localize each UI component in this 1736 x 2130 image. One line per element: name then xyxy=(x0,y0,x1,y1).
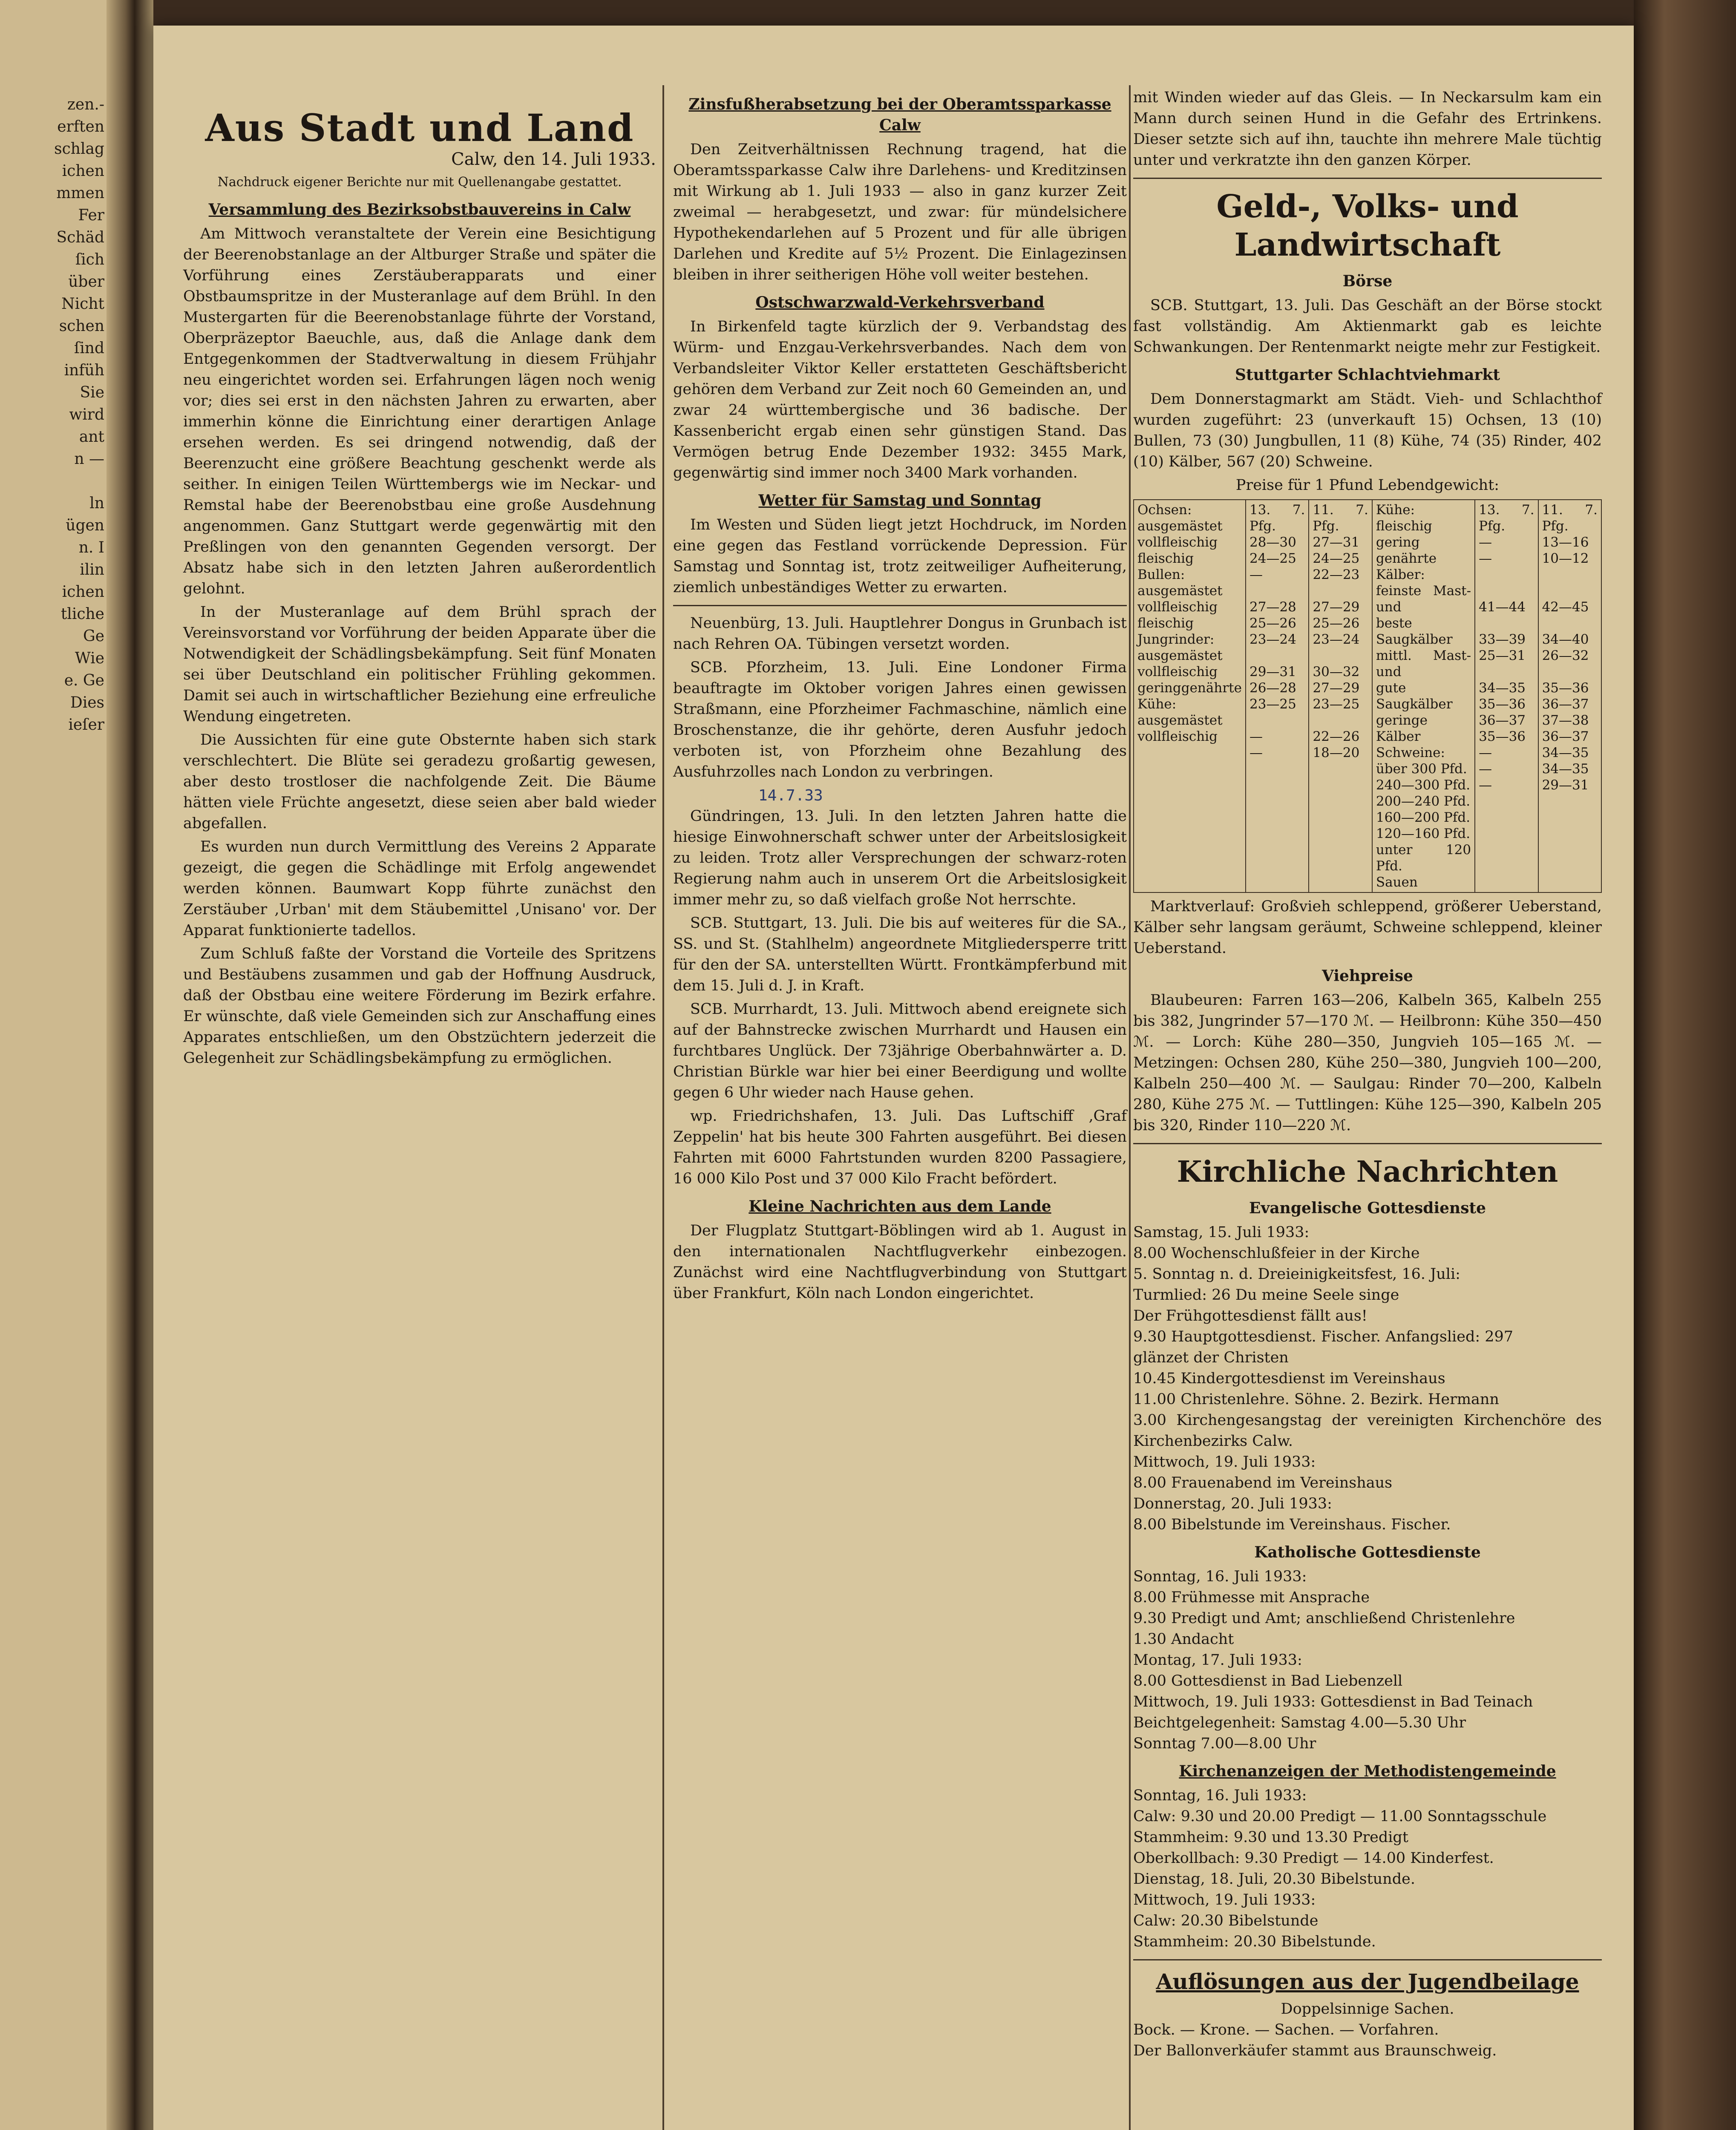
article-paragraph: SCB. Stuttgart, 13. Juli. Das Geschäft an der Börse stockt fast vollständig. Am Aktienmarkt gab es leichte Schwankungen. Der Rentenmarkt neigte mehr zur Festigkeit. xyxy=(1133,297,1602,356)
service-line: 8.00 Bibelstunde im Vereinshaus. Fischer. xyxy=(1133,1516,1451,1533)
price-header: Preise für 1 Pfund Lebendgewicht: xyxy=(1235,477,1500,494)
table-cell: vollfleischig xyxy=(1137,664,1218,679)
table-cell: 30—32 xyxy=(1313,664,1360,679)
table-cell: 11. 7. Pfg. xyxy=(1313,502,1368,534)
table-cell: geringe Kälber xyxy=(1376,713,1428,744)
service-line: Stammheim: 20.30 Bibelstunde. xyxy=(1133,1933,1376,1950)
evangelical-services xyxy=(1133,1222,1602,1535)
article-paragraph: Blaubeuren: Farren 163—206, Kalbeln 365, Kalbeln 255 bis 382, Jungrinder 57—170 ℳ. — Heilbronn: Kühe 350—450 ℳ. — Lorch: Kühe 280—350, Jungvieh 105—165 ℳ. — Metzingen: Ochsen 280, Kühe 250—380, Jungvieh 100—200, Kalbeln 250—400 ℳ. — Saulgau: Rinder 70—200, Kalbeln 280, Kühe 275 ℳ. — Tuttlingen: Kühe 125—390, Kalbeln 205 bis 320, Rinder 110—220 ℳ. xyxy=(1133,992,1602,1134)
fragment-line: zen.- xyxy=(67,96,104,113)
fragment-line: ln xyxy=(89,495,104,512)
table-cell: — xyxy=(1249,745,1263,760)
table-cell: — xyxy=(1479,777,1492,793)
table-cell: Schweine: xyxy=(1376,745,1445,760)
table-cell: 18—20 xyxy=(1313,745,1360,760)
service-line: Samstag, 15. Juli 1933: xyxy=(1133,1224,1310,1241)
table-cell: ausgemästet xyxy=(1137,583,1223,599)
table-cell: 25—26 xyxy=(1249,616,1296,631)
table-cell xyxy=(1542,583,1598,599)
column-rule xyxy=(1129,85,1131,2130)
table-cell: 23—25 xyxy=(1313,697,1360,712)
service-line: Mittwoch, 19. Juli 1933: xyxy=(1133,1454,1316,1471)
table-cell xyxy=(1542,664,1598,680)
service-line: Donnerstag, 20. Juli 1933: xyxy=(1133,1495,1332,1512)
fragment-line: über xyxy=(68,273,104,291)
fragment-line: Wie xyxy=(75,650,104,667)
article-heading: Versammlung des Bezirksobstbauvereins in Calw xyxy=(208,201,631,219)
service-line: 8.00 Frühmesse mit Ansprache xyxy=(1133,1589,1370,1606)
fragment-line: ichen xyxy=(62,162,104,180)
table-cell xyxy=(1542,615,1598,631)
news-item: Der Flugplatz Stuttgart-Böblingen wird ab 1. August in den internationalen Nachtflugverkehr einbezogen. Zunächst wird eine Nachtflugverbindung von Stuttgart über Frankfurt, Köln nach London eingerichtet. xyxy=(673,1222,1127,1302)
table-cell: über 300 Pfd. xyxy=(1376,761,1467,777)
service-line: Oberkollbach: 9.30 Predigt — 14.00 Kinderfest. xyxy=(1133,1850,1494,1867)
service-line: 1.30 Andacht xyxy=(1133,1631,1234,1648)
section-heading-economy: Geld-, Volks- und Landwirtschaft xyxy=(1216,188,1519,263)
table-cell: 23—24 xyxy=(1313,632,1360,647)
subheading-methodist: Kirchenanzeigen der Methodistengemeinde xyxy=(1179,1762,1556,1780)
column-3 xyxy=(1133,87,1602,2061)
table-cell: Ochsen: xyxy=(1137,502,1192,518)
article-paragraph: Es wurden nun durch Vermittlung des Vereins 2 Apparate gezeigt, die gegen die Schädlinge mit Erfolg angewendet werden können. Baumwart Kopp führte zunächst den Zerstäuber ‚Urban' mit dem Stäubemittel ‚Unisano' vor. Der Apparat funktionierte tadellos. xyxy=(183,838,656,939)
fragment-line: Ge xyxy=(83,627,104,645)
table-cell: 23—24 xyxy=(1249,632,1296,647)
fragment-line: Schäd xyxy=(56,229,104,246)
table-cell: 34—35 xyxy=(1542,761,1589,777)
table-cell xyxy=(1313,648,1368,664)
news-item: Gündringen, 13. Juli. In den letzten Jahren hatte die hiesige Einwohnerschaft schwer unter der Arbeitslosigkeit zu leiden. Trotz aller Versprechungen der schwarz-roten Regierung nahm auch in unserem Ort die Arbeitslosigkeit immer mehr zu, so daß vielfach große Not herrschte. xyxy=(673,808,1127,908)
table-cell: 10—12 xyxy=(1542,551,1589,566)
fragment-line: tliche xyxy=(60,605,104,623)
article-paragraph: Die Aussichten für eine gute Obsternte haben sich stark verschlechtert. Die Blüte sei geradezu großartig gewesen, aber desto trostloser die nachfolgende Zeit. Die Bäume hätten viele Früchte angesetzt, diese seien aber bald wieder abgefallen. xyxy=(183,731,656,832)
fragment-line: erften xyxy=(57,118,104,135)
table-cell: 26—28 xyxy=(1249,680,1296,696)
table-cell: — xyxy=(1249,729,1263,744)
price-table-col-1 xyxy=(1246,500,1309,892)
news-item: SCB. Pforzheim, 13. Juli. Eine Londoner Firma beauftragte im Oktober vorigen Jahres einen gewissen Straßmann, eine Pforzheimer Fachmaschine, nämlich eine Broschenstanze, die ihr gehörte, deren Ausfuhr jedoch verboten ist, von Pforzheim ohne Bezahlung des Ausfuhrzolles nach London zu verbringen. xyxy=(673,659,1127,780)
table-cell: — xyxy=(1249,567,1263,582)
table-cell: — xyxy=(1479,745,1492,760)
column-2 xyxy=(673,87,1127,1307)
table-cell: vollfleischig xyxy=(1137,729,1218,744)
table-cell: 29—31 xyxy=(1249,664,1296,679)
fragment-line: ſind xyxy=(74,340,104,357)
table-cell: feinste Mast- und xyxy=(1376,583,1471,615)
table-cell: ausgemästet xyxy=(1137,713,1223,728)
fragment-line: wird xyxy=(69,406,104,423)
subheading-viehpreise: Viehpreise xyxy=(1322,967,1413,985)
solution-line: Bock. — Krone. — Sachen. — Vorfahren. xyxy=(1133,2021,1439,2038)
table-cell xyxy=(1479,567,1534,583)
fragment-line: ügen xyxy=(66,517,104,534)
table-cell xyxy=(1249,712,1305,728)
fragment-line: ant xyxy=(79,428,104,446)
table-cell xyxy=(1249,648,1305,664)
table-cell: ausgemästet xyxy=(1137,518,1223,534)
service-line: Dienstag, 18. Juli, 20.30 Bibelstunde. xyxy=(1133,1871,1415,1888)
table-cell xyxy=(1313,712,1368,728)
separator xyxy=(673,605,1127,606)
table-cell: Bullen: xyxy=(1137,567,1185,582)
price-table-col-3 xyxy=(1475,500,1538,892)
table-cell: 35—36 xyxy=(1479,697,1526,712)
table-cell xyxy=(1479,615,1534,631)
article-paragraph: mit Winden wieder auf das Gleis. — In Neckarsulm kam ein Mann durch seinen Hund in die Gefahr des Ertrinkens. Dieser setzte sich auf ihn, tauchte ihn mehrere Male tüchtig unter und verkratzte ihn den ganzen Körper. xyxy=(1133,89,1602,169)
service-line: 8.00 Gottesdienst in Bad Liebenzell xyxy=(1133,1672,1403,1690)
table-cell: 11. 7. Pfg. xyxy=(1542,502,1598,534)
table-cell: — xyxy=(1479,535,1492,550)
article-paragraph: Dem Donnerstagmarkt am Städt. Vieh- und Schlachthof wurden zugeführt: 23 (unverkauft 15) Ochsen, 13 (10) Bullen, 73 (30) Jungbullen, 11 (8) Kühe, 74 (35) Rinder, 402 (10) Kälber, 567 (20) Schweine. xyxy=(1133,391,1602,470)
table-cell: 240—300 Pfd. xyxy=(1376,777,1471,793)
table-cell: 42—45 xyxy=(1542,599,1589,615)
service-line: Calw: 20.30 Bibelstunde xyxy=(1133,1912,1319,1929)
article-heading: Kleine Nachrichten aus dem Lande xyxy=(749,1197,1051,1215)
table-cell: Kühe: xyxy=(1137,697,1177,712)
table-cell: 34—35 xyxy=(1542,745,1589,760)
article-paragraph: Marktverlauf: Großvieh schleppend, größerer Ueberstand, Kälber sehr langsam geräumt, Schweine schleppend, kleiner Ueberstand. xyxy=(1133,898,1602,957)
service-line: Sonntag, 16. Juli 1933: xyxy=(1133,1568,1307,1585)
table-cell: 36—37 xyxy=(1479,713,1526,728)
service-line: Montag, 17. Juli 1933: xyxy=(1133,1652,1302,1669)
table-cell: 22—26 xyxy=(1313,729,1360,744)
table-cell: 35—36 xyxy=(1542,680,1589,696)
handwritten-note: 14.7.33 xyxy=(758,787,823,804)
price-table-col-left-labels xyxy=(1134,500,1246,892)
fragment-line: n — xyxy=(74,450,104,468)
table-cell: 27—29 xyxy=(1313,680,1360,696)
table-cell: 35—36 xyxy=(1479,729,1526,744)
service-line: 11.00 Christenlehre. Söhne. 2. Bezirk. Hermann xyxy=(1133,1391,1499,1408)
table-cell: 13. 7. Pfg. xyxy=(1249,502,1305,534)
article-paragraph: Den Zeitverhältnissen Rechnung tragend, hat die Oberamtssparkasse Calw ihre Darlehens- und Kreditzinsen mit Wirkung ab 1. Juli 1933 — also in ganz kurzer Zeit zweimal — herabgesetzt, und zwar: für mündelsichere Hypothekendarlehen auf 5 Prozent und für alle übrigen Darlehen und Kredite auf 5½ Prozent. Die Einlagezinsen bleiben in ihrer seitherigen Höhe voll weiter bestehen. xyxy=(673,141,1127,283)
table-cell: Kälber: xyxy=(1376,567,1425,582)
news-item: wp. Friedrichshafen, 13. Juli. Das Luftschiff ‚Graf Zeppelin' hat bis heute 300 Fahrten ausgeführt. Bei diesen Fahrten mit 6000 Fahrtstunden wurden 8200 Passagiere, 16 000 Kilo Post und 37 000 Kilo Fracht befördert. xyxy=(673,1108,1127,1187)
article-paragraph: Am Mittwoch veranstaltete der Verein eine Besichtigung der Beerenobstanlage an der Altburger Straße und später die Vorführung eines Zerstäuberapparats und einer Obstbaumspritze in der Musteranlage auf dem Brühl. In den Mustergarten für die Beerenobstanlage führte der Vorstand, Oberpräzeptor Baeuchle, aus, daß die Anlage dank dem Entgegenkommen der Stadtverwaltung in diesem Frühjahr neu eingerichtet worden sei. Erfahrungen lägen noch wenig vor; dies sei erst in den nächsten Jahren zu erwarten, aber immerhin könne die Einrichtung einer derartigen Anlage ersehen werden. Es sei dringend notwendig, daß der Beerenzucht eine größere Beachtung geschenkt werde als seither. In einigen Teilen Württembergs wie im Neckar- und Remstal habe der Beerenobstbau eine große Ausdehnung angenommen. Ganz Stuttgart werde gegenwärtig mit den Preßlingen von den genannten Gegenden versorgt. Der Absatz habe sich in den letzten Jahren außerordentlich gelohnt. xyxy=(183,225,656,597)
fragment-line: infüh xyxy=(64,362,104,379)
table-cell: — xyxy=(1479,551,1492,566)
table-cell: 41—44 xyxy=(1479,599,1526,615)
fragment-line: Dies xyxy=(70,694,104,711)
price-table-col-4 xyxy=(1539,500,1601,892)
section-heading-jugend: Auflösungen aus der Jugendbeilage xyxy=(1156,1969,1579,1994)
table-cell: unter 120 Pfd. xyxy=(1376,842,1471,874)
column-1 xyxy=(183,106,656,1071)
book-binding xyxy=(107,0,153,2130)
fragment-line: Fer xyxy=(78,207,104,224)
table-cell: 22—23 xyxy=(1313,567,1360,582)
table-cell: beste Saugkälber xyxy=(1376,616,1453,647)
table-cell: 23—25 xyxy=(1249,697,1296,712)
table-cell: 33—39 xyxy=(1479,632,1526,647)
fragment-line: schlag xyxy=(54,140,104,158)
table-cell: 36—37 xyxy=(1542,697,1589,712)
service-line: 10.45 Kindergottesdienst im Vereinshaus xyxy=(1133,1370,1445,1387)
price-table xyxy=(1133,499,1602,893)
table-cell: geringgenährte xyxy=(1137,680,1242,696)
article-paragraph: Im Westen und Süden liegt jetzt Hochdruck, im Norden eine gegen das Festland vorrückende Depression. Für Samstag und Sonntag ist, trotz zeitweiliger Aufheiterung, ziemlich unbeständiges Wetter zu erwarten. xyxy=(673,516,1127,596)
subheading-schlachtvieh: Stuttgarter Schlachtviehmarkt xyxy=(1235,366,1500,384)
fragment-line: ieſer xyxy=(68,716,104,734)
table-cell: 24—25 xyxy=(1249,551,1296,566)
table-cell: 27—29 xyxy=(1313,599,1360,615)
dateline: Calw, den 14. Juli 1933. xyxy=(451,150,656,169)
table-cell xyxy=(1249,583,1305,599)
fragment-line: Nicht xyxy=(61,295,104,313)
table-cell: Sauen xyxy=(1376,875,1418,890)
previous-page-fragments xyxy=(0,94,104,736)
table-cell xyxy=(1479,664,1534,680)
news-item: SCB. Stuttgart, 13. Juli. Die bis auf weiteres für die SA., SS. und St. (Stahlhelm) angeordnete Mitgliedersperre tritt für den der SA. unterstellten Württ. Frontkämpferbund mit dem 15. Juli d. J. in Kraft. xyxy=(673,915,1127,994)
fragment-line: ſich xyxy=(75,251,104,268)
fragment-line: e. Ge xyxy=(64,672,104,689)
article-paragraph: In Birkenfeld tagte kürzlich der 9. Verbandstag des Würm- und Enzgau-Verkehrsverbandes. Nach dem von Verbandsleiter Viktor Keller erstatteten Geschäftsbericht gehören dem Verband zur Zeit noch 60 Gemeinden an, und zwar 24 württembergische und 36 badische. Der Kassenbericht ergab einen sehr günstigen Stand. Das Vermögen betrug Ende Dezember 1932: 3455 Mark, gegenwärtig sind immer noch 3400 Mark vorhanden. xyxy=(673,318,1127,481)
article-paragraph: In der Musteranlage auf dem Brühl sprach der Vereinsvorstand vor Vorführung der beiden Apparate über die Notwendigkeit der Schädlingsbekämpfung. Seit fünf Monaten sei über Deutschland ein politischer Frühling gekommen. Damit sei auch in wirtschaftlicher Beziehung eine erfreuliche Wendung eingetreten. xyxy=(183,604,656,725)
service-line: Mittwoch, 19. Juli 1933: xyxy=(1133,1891,1316,1908)
price-table-col-2 xyxy=(1309,500,1372,892)
table-cell xyxy=(1479,583,1534,599)
table-cell: 28—30 xyxy=(1249,535,1296,550)
table-cell: fleischig xyxy=(1376,518,1432,534)
table-cell: mittl. Mast- und xyxy=(1376,648,1471,679)
subheading-boerse: Börse xyxy=(1342,272,1393,290)
table-cell: Kühe: xyxy=(1376,502,1415,518)
service-line: glänzet der Christen xyxy=(1133,1349,1289,1366)
fragment-line: n. I xyxy=(78,539,104,556)
jugend-subheading: Doppelsinnige Sachen. xyxy=(1281,2000,1454,2018)
table-cell: gute Saugkälber xyxy=(1376,680,1453,712)
table-cell: vollfleischig xyxy=(1137,599,1218,615)
table-cell: — xyxy=(1479,761,1492,777)
fragment-line: ilin xyxy=(80,561,104,579)
service-line: Sonntag 7.00—8.00 Uhr xyxy=(1133,1735,1316,1752)
fragment-line: Sie xyxy=(80,384,104,401)
service-line: 8.00 Wochenschlußfeier in der Kirche xyxy=(1133,1245,1420,1262)
table-cell xyxy=(1542,567,1598,583)
section-heading-church: Kirchliche Nachrichten xyxy=(1177,1155,1558,1189)
service-line: Der Frühgottesdienst fällt aus! xyxy=(1133,1307,1367,1324)
price-table-col-right-labels xyxy=(1373,500,1475,892)
table-cell: 34—35 xyxy=(1479,680,1526,696)
service-line: 3.00 Kirchengesangstag der vereinigten Kirchenchöre des Kirchenbezirks Calw. xyxy=(1133,1412,1602,1450)
service-line: 9.30 Predigt und Amt; anschließend Christenlehre xyxy=(1133,1610,1515,1627)
service-line: 9.30 Hauptgottesdienst. Fischer. Anfangslied: 297 xyxy=(1133,1328,1514,1345)
table-cell: 13. 7. Pfg. xyxy=(1479,502,1534,534)
table-cell: Jungrinder: xyxy=(1137,632,1215,647)
fragment-line: schen xyxy=(59,317,104,335)
methodist-notices xyxy=(1133,1785,1602,1952)
service-line: Stammheim: 9.30 und 13.30 Predigt xyxy=(1133,1829,1408,1846)
column-rule xyxy=(662,85,664,2130)
table-cell: vollfleischig xyxy=(1137,535,1218,550)
subheading-katholisch: Katholische Gottesdienste xyxy=(1254,1543,1481,1561)
newspaper-page xyxy=(153,26,1634,2130)
table-cell: 200—240 Pfd. xyxy=(1376,794,1471,809)
fragment-line xyxy=(0,470,104,492)
table-cell: 13—16 xyxy=(1542,535,1589,550)
table-cell: 160—200 Pfd. xyxy=(1376,810,1471,825)
table-cell: ausgemästet xyxy=(1137,648,1223,663)
service-line: Mittwoch, 19. Juli 1933: Gottesdienst in Bad Teinach xyxy=(1133,1693,1533,1710)
catholic-services xyxy=(1133,1566,1602,1754)
article-heading: Wetter für Samstag und Sonntag xyxy=(758,492,1042,509)
section-masthead: Aus Stadt und Land xyxy=(205,106,634,150)
service-line: 8.00 Frauenabend im Vereinshaus xyxy=(1133,1474,1393,1491)
table-cell: fleischig xyxy=(1137,616,1194,631)
book-edge xyxy=(1634,0,1736,2130)
table-cell: 27—28 xyxy=(1249,599,1296,615)
service-line: Beichtgelegenheit: Samstag 4.00—5.30 Uhr xyxy=(1133,1714,1466,1731)
news-item: Neuenbürg, 13. Juli. Hauptlehrer Dongus in Grunbach ist nach Rehren OA. Tübingen versetzt worden. xyxy=(673,615,1127,653)
article-paragraph: Zum Schluß faßte der Vorstand die Vorteile des Spritzens und Bestäubens zusammen und gab der Hoffnung Ausdruck, daß der Obstbau eine weitere Förderung im Bezirk erfahre. Er wünschte, daß viele Gemeinden sich zur Anschaffung eines Apparates entschließen, um den Obstzüchtern jederzeit die Gelegenheit zur Schädlingsbekämpfung zu ermöglichen. xyxy=(183,945,656,1067)
table-cell: 25—26 xyxy=(1313,616,1360,631)
table-cell: fleischig xyxy=(1137,551,1194,566)
table-cell: 120—160 Pfd. xyxy=(1376,826,1471,841)
table-cell: 36—37 xyxy=(1542,729,1589,744)
service-line: Calw: 9.30 und 20.00 Predigt — 11.00 Sonntagsschule xyxy=(1133,1808,1547,1825)
separator xyxy=(1133,178,1602,179)
table-cell: 29—31 xyxy=(1542,777,1589,793)
news-item: SCB. Murrhardt, 13. Juli. Mittwoch abend ereignete sich auf der Bahnstrecke zwischen Murrhardt und Hausen ein furchtbares Unglück. Der 73jährige Oberbahnwärter a. D. Christian Bürkle war hier bei einer Beerdigung und wollte gegen 6 Uhr wieder nach Hause gehen. xyxy=(673,1001,1127,1101)
table-cell: 24—25 xyxy=(1313,551,1360,566)
separator xyxy=(1133,1143,1602,1144)
service-line: 5. Sonntag n. d. Dreieinigkeitsfest, 16. Juli: xyxy=(1133,1266,1460,1283)
table-cell: 27—31 xyxy=(1313,535,1360,550)
table-cell xyxy=(1313,583,1368,599)
subheading-evangelisch: Evangelische Gottesdienste xyxy=(1249,1199,1486,1217)
reprint-note: Nachdruck eigener Berichte nur mit Quellenangabe gestattet. xyxy=(217,175,622,190)
table-cell: 34—40 xyxy=(1542,632,1589,647)
service-line: Turmlied: 26 Du meine Seele singe xyxy=(1133,1287,1399,1304)
solution-line: Der Ballonverkäufer stammt aus Braunschweig. xyxy=(1133,2042,1497,2059)
table-cell: 26—32 xyxy=(1542,648,1589,663)
table-cell: gering genährte xyxy=(1376,535,1437,566)
fragment-line: ichen xyxy=(62,583,104,601)
fragment-line: mmen xyxy=(56,184,104,202)
jugend-solutions xyxy=(1133,2020,1602,2061)
table-cell: 25—31 xyxy=(1479,648,1526,663)
service-line: Sonntag, 16. Juli 1933: xyxy=(1133,1787,1307,1804)
article-heading: Ostschwarzwald-Verkehrsverband xyxy=(755,294,1045,311)
article-heading: Zinsfußherabsetzung bei der Oberamtssparkasse Calw xyxy=(688,95,1111,134)
table-cell: 37—38 xyxy=(1542,713,1589,728)
separator xyxy=(1133,1959,1602,1960)
